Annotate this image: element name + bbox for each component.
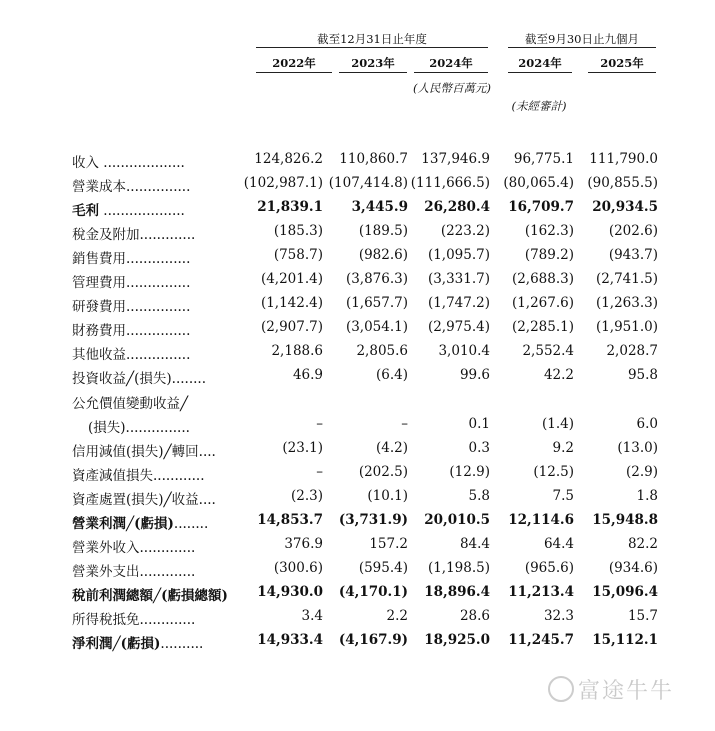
- cell-value: 15,096.4: [592, 583, 658, 600]
- cell-value: 0.3: [468, 439, 490, 456]
- cell-value: 46.9: [292, 367, 323, 384]
- table-row: [0, 392, 715, 416]
- cell-value: 26,280.4: [424, 199, 490, 216]
- cell-value: 124,826.2: [254, 151, 323, 167]
- row-label-text: 資產減值損失: [72, 467, 153, 484]
- cell-value: 18,896.4: [424, 583, 490, 600]
- cell-value: (202.5): [358, 463, 408, 480]
- row-label-text: 淨利潤╱(虧損): [72, 636, 161, 652]
- cell-value: 110,860.7: [339, 151, 408, 167]
- row-label-text: 信用減值(損失)╱轉回: [72, 443, 199, 460]
- cell-value: 32.3: [543, 607, 574, 624]
- cell-value: (3,876.3): [345, 271, 408, 288]
- cell-value: (1,951.0): [595, 319, 658, 336]
- cell-value: 2,552.4: [522, 343, 574, 360]
- table-row: [0, 247, 715, 271]
- table-row: [0, 199, 715, 223]
- row-label: [72, 271, 190, 291]
- group-rule-nine-months: [508, 47, 656, 48]
- cell-value: (1.4): [541, 415, 574, 432]
- row-label-leader: .............: [139, 563, 196, 580]
- row-label: [72, 560, 195, 580]
- cell-value: (2.9): [625, 463, 658, 480]
- cell-value: (189.5): [358, 223, 408, 240]
- cell-value: 157.2: [369, 535, 408, 552]
- row-label-text: 銷售費用: [72, 251, 126, 268]
- cell-value: (595.4): [358, 559, 408, 576]
- cell-value: 14,933.4: [257, 632, 323, 648]
- row-label-text: 公允價值變動收益╱: [72, 395, 189, 412]
- cell-value: (934.6): [608, 559, 658, 576]
- row-label-text: 營業成本: [72, 179, 126, 196]
- cell-value: 0.1: [468, 415, 490, 432]
- cell-value: 99.6: [459, 367, 490, 384]
- cell-value: 64.4: [543, 535, 574, 552]
- row-label-text: 資產處置(損失)╱收益: [72, 491, 199, 508]
- row-label-text: 財務費用: [72, 323, 126, 340]
- row-label-text: 毛利: [72, 203, 99, 220]
- cell-value: (1,267.6): [511, 295, 574, 312]
- table-row: [0, 560, 715, 584]
- cell-value: –: [401, 415, 408, 432]
- table-row: [0, 319, 715, 343]
- cell-value: (4,170.1): [338, 583, 408, 600]
- cell-value: (3,054.1): [345, 319, 408, 336]
- table-row: [0, 343, 715, 367]
- cell-value: (10.1): [367, 487, 408, 504]
- cell-value: 2.2: [386, 607, 408, 624]
- row-label-leader: ...............: [126, 299, 191, 316]
- row-label: [72, 632, 203, 652]
- year-rule-2024-nm: [508, 72, 572, 73]
- cell-value: 82.2: [627, 535, 658, 552]
- cell-value: 14,853.7: [257, 511, 323, 528]
- group-header-fiscal-year: 截至12月31日止年度: [317, 32, 427, 46]
- cell-value: 7.5: [552, 487, 574, 504]
- cell-value: (12.9): [449, 463, 490, 480]
- cell-value: (2,741.5): [595, 271, 658, 288]
- cell-value: (202.6): [608, 223, 658, 240]
- cell-value: (111,666.5): [410, 175, 490, 192]
- cell-value: 28.6: [459, 607, 490, 624]
- cell-value: 1.8: [636, 487, 658, 504]
- row-label: [72, 464, 205, 484]
- cell-value: 2,805.6: [356, 343, 408, 360]
- row-label-text: 稅金及附加: [72, 227, 140, 244]
- cell-value: 20,010.5: [424, 511, 490, 528]
- cell-value: (1,198.5): [427, 559, 490, 576]
- table-row: [0, 295, 715, 319]
- cell-value: –: [316, 463, 323, 480]
- cell-value: (90,855.5): [587, 175, 658, 192]
- cell-value: (223.2): [440, 223, 490, 240]
- cell-value: 96,775.1: [513, 151, 574, 167]
- cell-value: –: [316, 415, 323, 432]
- cell-value: 6.0: [636, 415, 658, 432]
- row-label-text: 研發費用: [72, 299, 126, 316]
- row-label-text: 其他收益: [72, 347, 126, 364]
- cell-value: 9.2: [552, 439, 574, 456]
- table-row: [0, 488, 715, 512]
- row-label: [72, 247, 190, 267]
- cell-value: (3,331.7): [427, 271, 490, 288]
- row-label-leader: ............: [153, 467, 205, 484]
- row-label-text: 營業利潤╱(虧損): [72, 515, 174, 532]
- row-label-leader: ...............: [126, 323, 191, 340]
- cell-value: (1,747.2): [427, 295, 490, 312]
- cell-value: (185.3): [273, 223, 323, 240]
- row-label-text: 所得稅抵免: [72, 611, 140, 628]
- cell-value: (102,987.1): [243, 175, 323, 192]
- row-label-leader: ...................: [99, 203, 185, 220]
- cell-value: (1,142.4): [260, 295, 323, 312]
- row-label: [72, 175, 190, 195]
- cell-value: (13.0): [617, 439, 658, 456]
- cell-value: 2,188.6: [271, 343, 323, 360]
- row-label-text: 營業外支出: [72, 563, 140, 580]
- unaudited-note: (未經審計): [511, 99, 567, 113]
- cell-value: 5.8: [468, 487, 490, 504]
- row-label-leader: ...............: [126, 179, 191, 196]
- cell-value: (965.6): [524, 559, 574, 576]
- year-rule-2024: [414, 72, 488, 73]
- table-row: [0, 367, 715, 391]
- row-label-leader: ....: [198, 443, 216, 460]
- cell-value: 137,946.9: [421, 151, 490, 167]
- row-label-leader: .............: [139, 611, 196, 628]
- cell-value: 15.7: [627, 607, 658, 624]
- year-rule-2022: [256, 72, 332, 73]
- cell-value: 11,213.4: [508, 583, 574, 600]
- row-label: [72, 295, 190, 315]
- table-row: [0, 175, 715, 199]
- row-label-leader: ...................: [99, 155, 185, 171]
- cell-value: (23.1): [282, 439, 323, 456]
- cell-value: (2,285.1): [511, 319, 574, 336]
- row-label: [72, 343, 190, 363]
- row-label: [72, 223, 195, 243]
- cell-value: 16,709.7: [508, 199, 574, 216]
- table-row: [0, 512, 715, 536]
- cell-value: (943.7): [608, 247, 658, 264]
- cell-value: 376.9: [284, 535, 323, 552]
- row-label: [72, 440, 216, 460]
- cell-value: (3,731.9): [338, 511, 408, 528]
- cell-value: (4,167.9): [338, 632, 408, 648]
- cell-value: (758.7): [273, 247, 323, 264]
- cell-value: (12.5): [533, 463, 574, 480]
- cell-value: 20,934.5: [592, 199, 658, 216]
- row-label-leader: ....: [198, 491, 216, 508]
- cell-value: 84.4: [459, 535, 490, 552]
- row-label: [72, 608, 195, 628]
- cell-value: 3,010.4: [438, 343, 490, 360]
- year-header-2022: 2022年: [272, 56, 316, 70]
- cell-value: (2,975.4): [427, 319, 490, 336]
- cell-value: 111,790.0: [589, 151, 658, 167]
- row-label-leader: .............: [139, 227, 196, 244]
- cell-value: 18,925.0: [424, 632, 490, 648]
- year-header-2025-nm: 2025年: [600, 56, 644, 70]
- cell-value: (300.6): [273, 559, 323, 576]
- row-label-text: 收入: [72, 155, 99, 171]
- row-label-text: 管理費用: [72, 275, 126, 292]
- cell-value: (107,414.8): [328, 175, 408, 192]
- cell-value: 14,930.0: [257, 583, 323, 600]
- row-label: [72, 367, 206, 387]
- year-header-2023: 2023年: [351, 56, 395, 70]
- cell-value: 3,445.9: [351, 199, 408, 216]
- group-rule-fiscal-year: [256, 47, 488, 48]
- row-label-leader: ..........: [160, 636, 204, 652]
- row-label-text: 投資收益╱(損失): [72, 371, 172, 388]
- cell-value: 15,948.8: [592, 511, 658, 528]
- row-label: [72, 151, 185, 171]
- cell-value: 42.2: [543, 367, 574, 384]
- year-header-2024: 2024年: [429, 56, 473, 70]
- table-row: [0, 440, 715, 464]
- cell-value: (4.2): [375, 439, 408, 456]
- row-label-leader: ........: [171, 371, 207, 388]
- table-row: [0, 608, 715, 632]
- table-row: [0, 464, 715, 488]
- cell-value: (4,201.4): [260, 271, 323, 288]
- cell-value: 21,839.1: [257, 199, 323, 216]
- cell-value: (162.3): [524, 223, 574, 240]
- cell-value: 2,028.7: [606, 343, 658, 360]
- row-label: [72, 319, 190, 339]
- row-label-leader: ...............: [126, 251, 191, 268]
- group-header-nine-months: 截至9月30日止九個月: [525, 32, 639, 46]
- cell-value: (789.2): [524, 247, 574, 264]
- unit-note: (人民幣百萬元): [413, 81, 491, 95]
- row-label: [72, 512, 208, 532]
- row-label: [72, 584, 228, 604]
- cell-value: (982.6): [358, 247, 408, 264]
- table-row: [0, 271, 715, 295]
- row-label-text: (損失): [88, 419, 126, 436]
- cell-value: 95.8: [627, 367, 658, 384]
- table-row: [0, 416, 715, 440]
- year-rule-2025-nm: [588, 72, 656, 73]
- table-row: [0, 632, 715, 656]
- row-label: [72, 536, 195, 556]
- futu-logo-icon: [548, 676, 574, 702]
- table-row: [0, 584, 715, 608]
- row-label-leader: ...............: [126, 347, 191, 364]
- cell-value: 11,245.7: [508, 632, 574, 648]
- row-label-text: 稅前利潤總額╱(虧損總額): [72, 587, 228, 604]
- cell-value: (1,263.3): [595, 295, 658, 312]
- cell-value: (2,907.7): [260, 319, 323, 336]
- cell-value: (1,095.7): [427, 247, 490, 264]
- table-row: [0, 223, 715, 247]
- cell-value: 3.4: [301, 607, 323, 624]
- row-label-text: 營業外收入: [72, 539, 140, 556]
- row-label-leader: ...............: [126, 275, 191, 292]
- row-label-leader: ...............: [125, 419, 190, 436]
- table-row: [0, 536, 715, 560]
- cell-value: (2.3): [290, 487, 323, 504]
- cell-value: (1,657.7): [345, 295, 408, 312]
- cell-value: (80,065.4): [503, 175, 574, 192]
- cell-value: (2,688.3): [511, 271, 574, 288]
- cell-value: 15,112.1: [592, 632, 658, 648]
- cell-value: 12,114.6: [508, 511, 574, 528]
- row-label: [72, 488, 216, 508]
- row-label: [88, 416, 190, 436]
- year-rule-2023: [339, 72, 407, 73]
- row-label-leader: ........: [173, 515, 209, 532]
- row-label: [72, 199, 185, 219]
- row-label: [72, 392, 188, 412]
- watermark-text: 富途牛牛: [578, 679, 675, 704]
- table-row: [0, 151, 715, 175]
- cell-value: (6.4): [375, 367, 408, 384]
- year-header-2024-nm: 2024年: [518, 56, 562, 70]
- row-label-leader: .............: [139, 539, 196, 556]
